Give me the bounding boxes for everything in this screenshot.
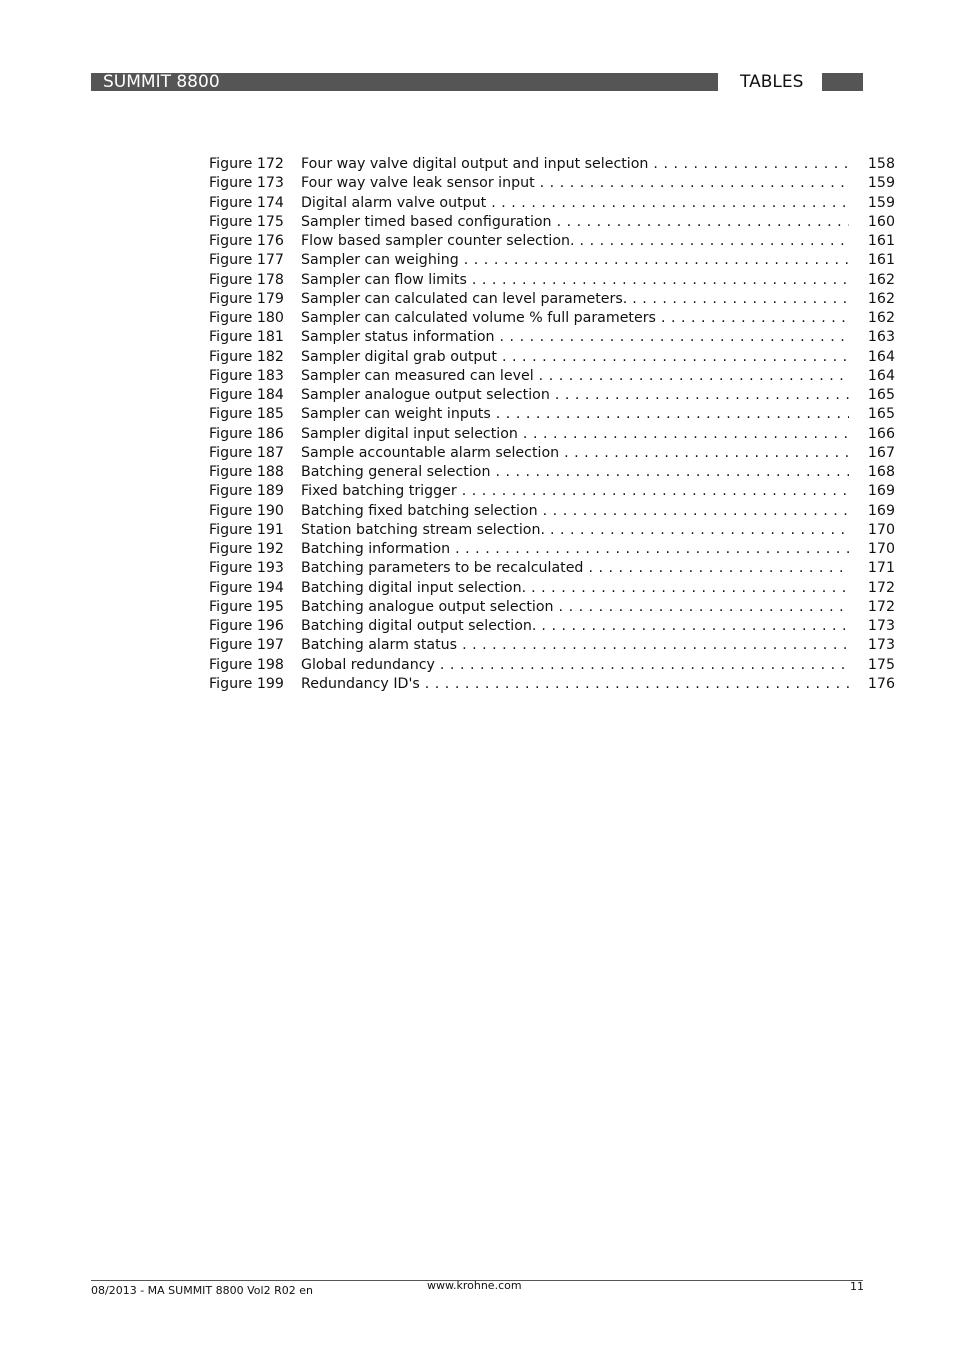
toc-entry[interactable]	[209, 675, 895, 694]
toc-figure-title: Sampler status information . . .	[301, 328, 849, 347]
toc-page-number: 163	[867, 329, 895, 346]
toc-figure-title: Sampler analogue output selection . . .	[301, 386, 849, 405]
toc-figure-number: Figure 172	[209, 156, 284, 172]
toc-figure-title: Sampler digital grab output . . .	[301, 348, 849, 367]
toc-figure-title: Four way valve leak sensor input . . .	[301, 174, 849, 193]
toc-page-number: 173	[867, 618, 895, 634]
toc-entry[interactable]	[209, 309, 895, 328]
toc-page-number: 165	[867, 387, 895, 403]
toc-page-number: 161	[867, 233, 895, 249]
toc-page-number: 159	[867, 175, 895, 192]
toc-figure-number: Figure 184	[209, 387, 284, 403]
toc-entry[interactable]	[209, 232, 895, 251]
toc-entry[interactable]	[209, 213, 895, 232]
toc-page-number: 158	[867, 156, 895, 172]
header-product-bar	[91, 73, 718, 91]
toc-page-number: 168	[867, 464, 895, 480]
footer-page-number: 11	[850, 1280, 864, 1293]
toc-figure-number: Figure 188	[209, 464, 284, 480]
toc-figure-title: Flow based sampler counter selection. . . .	[301, 232, 849, 251]
toc-figure-number: Figure 192	[209, 541, 284, 557]
toc-figure-number: Figure 194	[209, 579, 284, 596]
toc-figure-number: Figure 190	[209, 502, 284, 519]
toc-figure-number: Figure 183	[209, 367, 284, 384]
toc-figure-title: Batching information . . .	[301, 540, 849, 559]
toc-entry[interactable]	[209, 482, 895, 501]
toc-figure-number: Figure 193	[209, 560, 284, 577]
toc-page-number: 162	[867, 271, 895, 288]
toc-page-number: 162	[867, 310, 895, 326]
toc-entry[interactable]	[209, 251, 895, 270]
toc-entry[interactable]	[209, 559, 895, 578]
header-product-title: SUMMIT 8800	[103, 72, 220, 92]
toc-entry[interactable]	[209, 425, 895, 444]
toc-figure-title: Batching analogue output selection . . .	[301, 598, 849, 617]
toc-page-number: 172	[867, 598, 895, 615]
toc-figure-number: Figure 196	[209, 618, 284, 634]
toc-figure-number: Figure 177	[209, 252, 284, 269]
toc-entry[interactable]	[209, 405, 895, 424]
toc-figure-title: Four way valve digital output and input selection . . .	[301, 155, 849, 174]
toc-figure-number: Figure 179	[209, 290, 284, 307]
toc-page-number: 162	[867, 290, 895, 307]
toc-figure-number: Figure 189	[209, 483, 284, 500]
toc-figure-title: Sampler timed based configuration . . .	[301, 213, 849, 232]
toc-entry[interactable]	[209, 656, 895, 675]
toc-entry[interactable]	[209, 271, 895, 290]
toc-page-number: 164	[867, 367, 895, 384]
toc-figure-title: Sample accountable alarm selection . . .	[301, 444, 849, 463]
toc-entry[interactable]	[209, 444, 895, 463]
toc-entry[interactable]	[209, 502, 895, 521]
toc-figure-title: Station batching stream selection. . . .	[301, 521, 849, 540]
toc-page-number: 173	[867, 637, 895, 654]
toc-entry[interactable]	[209, 540, 895, 559]
toc-figure-number: Figure 199	[209, 675, 284, 692]
toc-figure-title: Sampler digital input selection . . .	[301, 425, 849, 444]
footer-website: www.krohne.com	[427, 1279, 522, 1292]
toc-page-number: 169	[867, 502, 895, 519]
toc-figure-title: Sampler can flow limits . . .	[301, 271, 849, 290]
toc-figure-title: Sampler can measured can level . . .	[301, 367, 849, 386]
toc-figure-title: Redundancy ID's . . .	[301, 675, 849, 694]
toc-page-number: 170	[867, 541, 895, 557]
toc-entry[interactable]	[209, 463, 895, 482]
toc-figure-number: Figure 198	[209, 656, 284, 673]
toc-figure-title: Global redundancy . . .	[301, 656, 849, 675]
toc-figure-title: Sampler can weighing . . .	[301, 251, 849, 270]
toc-entry[interactable]	[209, 174, 895, 193]
toc-figure-number: Figure 195	[209, 598, 284, 615]
toc-page-number: 176	[867, 675, 895, 692]
toc-entry[interactable]	[209, 598, 895, 617]
toc-page-number: 175	[867, 656, 895, 673]
toc-figure-title: Batching parameters to be recalculated . . .	[301, 559, 849, 578]
toc-page-number: 164	[867, 348, 895, 365]
toc-entry[interactable]	[209, 386, 895, 405]
toc-entry[interactable]	[209, 194, 895, 213]
toc-figure-number: Figure 175	[209, 213, 284, 230]
toc-page-number: 160	[867, 213, 895, 230]
toc-figure-number: Figure 173	[209, 175, 284, 192]
toc-entry[interactable]	[209, 367, 895, 386]
toc-figure-title: Batching general selection . . .	[301, 463, 849, 482]
toc-figure-number: Figure 180	[209, 310, 284, 326]
toc-figure-title: Batching alarm status . . .	[301, 636, 849, 655]
toc-figure-title: Fixed batching trigger . . .	[301, 482, 849, 501]
toc-page-number: 171	[867, 560, 895, 577]
toc-page-number: 161	[867, 252, 895, 269]
header-section-title: TABLES	[740, 72, 804, 92]
toc-page-number: 172	[867, 579, 895, 596]
toc-entry[interactable]	[209, 348, 895, 367]
toc-figure-title: Sampler can calculated can level parameters. . . .	[301, 290, 849, 309]
toc-figure-number: Figure 181	[209, 329, 284, 346]
toc-entry[interactable]	[209, 636, 895, 655]
toc-entry[interactable]	[209, 328, 895, 347]
toc-figure-number: Figure 186	[209, 425, 284, 442]
toc-figure-title: Batching digital input selection. . . .	[301, 579, 849, 598]
toc-figure-number: Figure 176	[209, 233, 284, 249]
toc-figure-title: Batching digital output selection. . . .	[301, 617, 849, 636]
toc-figure-number: Figure 174	[209, 194, 284, 211]
toc-figure-number: Figure 182	[209, 348, 284, 365]
toc-entry[interactable]	[209, 579, 895, 598]
toc-entry[interactable]	[209, 521, 895, 540]
toc-page-number: 166	[867, 425, 895, 442]
toc-page-number: 165	[867, 406, 895, 423]
toc-page-number: 159	[867, 194, 895, 211]
list-of-figures	[209, 155, 895, 694]
toc-figure-number: Figure 178	[209, 271, 284, 288]
toc-figure-title: Digital alarm valve output . . .	[301, 194, 849, 213]
toc-figure-number: Figure 185	[209, 406, 284, 423]
toc-figure-number: Figure 191	[209, 521, 284, 538]
toc-figure-number: Figure 187	[209, 444, 284, 461]
toc-figure-title: Sampler can weight inputs . . .	[301, 405, 849, 424]
toc-page-number: 167	[867, 444, 895, 461]
toc-figure-title: Sampler can calculated volume % full parameters . . .	[301, 309, 849, 328]
toc-entry[interactable]	[209, 155, 895, 174]
header-decorative-block	[822, 73, 863, 91]
toc-page-number: 169	[867, 483, 895, 500]
footer-document-id: 08/2013 - MA SUMMIT 8800 Vol2 R02 en	[91, 1284, 313, 1297]
toc-entry[interactable]	[209, 617, 895, 636]
toc-page-number: 170	[867, 521, 895, 538]
toc-entry[interactable]	[209, 290, 895, 309]
toc-figure-title: Batching fixed batching selection . . .	[301, 502, 849, 521]
toc-figure-number: Figure 197	[209, 637, 284, 654]
